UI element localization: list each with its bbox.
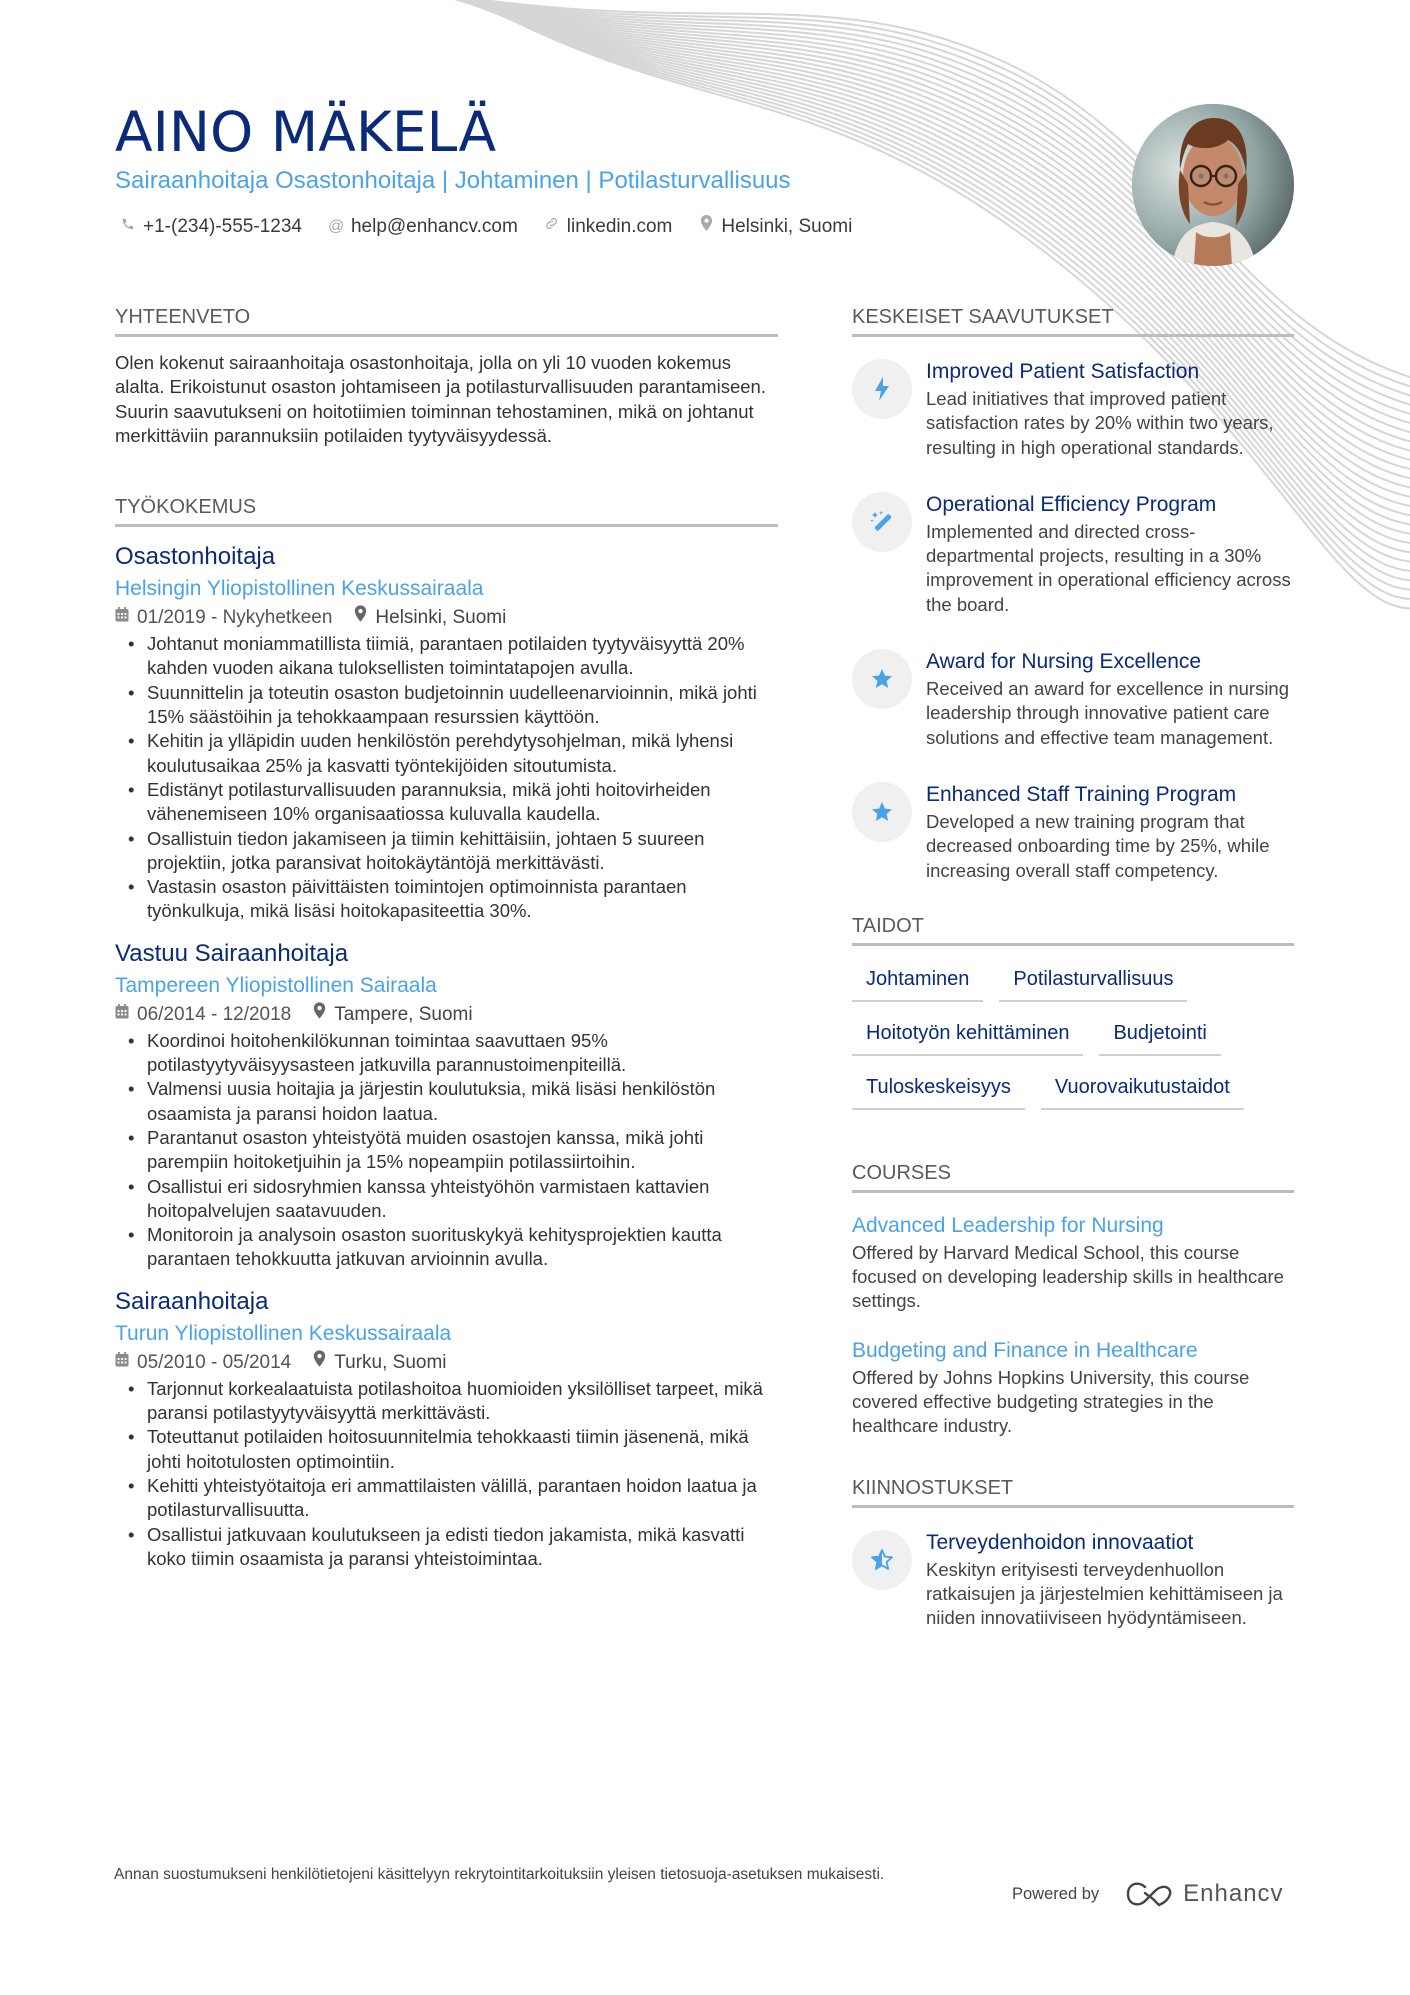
achievements-section — [852, 304, 1294, 883]
experience-section — [115, 494, 778, 1571]
job-location-text: Turku, Suomi — [334, 1351, 447, 1373]
star-icon — [852, 782, 912, 842]
job-location-text: Helsinki, Suomi — [375, 607, 507, 629]
achievement-title: Enhanced Staff Training Program — [926, 782, 1237, 806]
map-pin-icon — [313, 1001, 326, 1029]
calendar-icon — [115, 1001, 129, 1029]
interest-description: Keskityn erityisesti terveydenhuollon ratkaisujen ja järjestelmien kehittämiseen ja niiden innovatiiviseen hyödyntämiseen. — [926, 1558, 1283, 1629]
job-company[interactable]: Turun Yliopistollinen Keskussairaala — [115, 1321, 452, 1345]
star-icon — [852, 649, 912, 709]
job-company[interactable]: Tampereen Yliopistollinen Sairaala — [115, 973, 437, 997]
achievement-item — [852, 780, 1294, 883]
interest-item — [852, 1528, 1294, 1631]
contact-phone[interactable] — [120, 214, 302, 240]
job-bullet: • Valmensi uusia hoitajia ja järjestin koulutuksia, mikä lisäsi henkilöstön osaamista ja paransi hoidon laatua. — [147, 1077, 778, 1126]
lightning-bolt-icon — [852, 359, 912, 419]
enhancv-logo[interactable] — [1125, 1880, 1283, 1908]
achievement-title: Operational Efficiency Program — [926, 492, 1217, 516]
job-bullet: • Tarjonnut korkealaatuista potilashoitoa huomioiden yksilölliset tarpeet, mikä paransi potilastyytyväisyyttä merkittävästi. — [147, 1377, 778, 1426]
skill-tag: Johtaminen — [852, 966, 983, 1002]
right-column — [852, 304, 1294, 1661]
magic-wand-icon — [852, 492, 912, 552]
at-icon: @ — [327, 218, 345, 235]
interests-section — [852, 1475, 1294, 1631]
job-title: Vastuu Sairaanhoitaja — [115, 939, 349, 967]
headline: Sairaanhoitaja Osastonhoitaja | Johtaminen | Potilasturvallisuus — [115, 167, 791, 194]
enhancv-logo-icon — [1125, 1881, 1173, 1907]
achievement-description: Implemented and directed cross-departmental projects, resulting in a 30% improvement in operational efficiency across the board. — [926, 520, 1291, 615]
contact-email[interactable] — [328, 214, 518, 240]
section-title-skills: TAIDOT — [852, 913, 1294, 946]
job-bullet: • Osallistui jatkuvaan koulutukseen ja edisti tiedon jakamista, mikä kasvatti koko tiimin osaamista ja paransi yhteistoimintaa. — [147, 1523, 778, 1572]
left-column — [115, 304, 778, 1585]
course-description: Offered by Harvard Medical School, this course focused on developing leadership skills in healthcare settings. — [852, 1241, 1284, 1312]
map-pin-icon — [698, 214, 714, 240]
job-bullet: • Monitoroin ja analysoin osaston suorituskykyä kehitysprojektien kautta parantaen tehokkuutta jatkuvan arvioinnin avulla. — [147, 1223, 778, 1272]
contact-linkedin[interactable] — [544, 214, 673, 240]
achievement-item — [852, 647, 1294, 750]
skills-section — [852, 913, 1294, 1110]
job-entry — [115, 938, 778, 1272]
section-title-experience: TYÖKOKEMUS — [115, 494, 778, 527]
half-star-icon — [852, 1530, 912, 1590]
achievement-list — [852, 357, 1294, 883]
job-meta — [115, 604, 778, 632]
job-bullet: • Johtanut moniammatillista tiimiä, parantaen potilaiden tyytyväisyyttä 20% kahden vuoden aikana tuloksellisten toimintatapojen avulla. — [147, 632, 778, 681]
section-title-interests: KIINNOSTUKSET — [852, 1475, 1294, 1508]
job-location — [313, 1001, 472, 1029]
job-meta — [115, 1001, 778, 1029]
job-bullets — [115, 1029, 778, 1272]
job-bullet: • Kehitin ja ylläpidin uuden henkilöstön perehdytysohjelman, mikä lyhensi koulutusaikaa 25% ja kasvatti työntekijöiden sitoutumista. — [147, 729, 778, 778]
calendar-icon — [115, 604, 129, 632]
contact-location — [698, 214, 852, 240]
course-item — [852, 1336, 1294, 1439]
job-bullets — [115, 1377, 778, 1571]
job-dates-text: 06/2014 - 12/2018 — [137, 1003, 292, 1025]
link-icon — [544, 214, 560, 240]
achievement-item — [852, 357, 1294, 460]
brand-name: Enhancv — [1183, 1880, 1284, 1907]
powered-by-label: Powered by — [1012, 1884, 1100, 1903]
phone-text: +1-(234)-555-1234 — [143, 216, 302, 237]
course-title[interactable]: Budgeting and Finance in Healthcare — [852, 1338, 1198, 1362]
profile-photo — [1132, 104, 1294, 266]
job-bullet: • Suunnittelin ja toteutin osaston budjetoinnin uudelleenarvioinnin, mikä johti 15% säästöihin ja tehokkaampaan resurssien käyttöön. — [147, 681, 778, 730]
interest-list — [852, 1528, 1294, 1631]
job-company[interactable]: Helsingin Yliopistollinen Keskussairaala — [115, 577, 484, 601]
job-bullet: • Osallistui eri sidosryhmien kanssa yhteistyöhön varmistaen kattavien hoitopalvelujen saatavuuden. — [147, 1175, 778, 1224]
skill-tag: Hoitotyön kehittäminen — [852, 1020, 1083, 1056]
email-text: help@enhancv.com — [350, 216, 518, 237]
job-entry — [115, 1286, 778, 1571]
course-item — [852, 1211, 1294, 1314]
job-bullet: • Vastasin osaston päivittäisten toimintojen optimoinnista parantaen työnkulkuja, mikä lisäsi hoitokapasiteettia 30%. — [147, 875, 778, 924]
powered-by — [1012, 1880, 1284, 1908]
skill-tag: Tuloskeskeisyys — [852, 1074, 1025, 1110]
contact-bar — [120, 214, 852, 240]
job-bullet: • Koordinoi hoitohenkilökunnan toimintaa saavuttaen 95% potilastyytyväisyysasteen jatkuvilla parannustoimenpiteillä. — [147, 1029, 778, 1078]
job-title: Sairaanhoitaja — [115, 1287, 269, 1315]
job-list — [115, 541, 778, 1571]
map-pin-icon — [354, 604, 367, 632]
skill-tag: Budjetointi — [1099, 1020, 1220, 1056]
achievement-title: Improved Patient Satisfaction — [926, 360, 1200, 383]
courses-section — [852, 1160, 1294, 1439]
summary-section — [115, 304, 778, 448]
skill-tag: Vuorovaikutustaidot — [1041, 1074, 1244, 1110]
job-location — [354, 604, 506, 632]
job-bullet: • Edistänyt potilasturvallisuuden parannuksia, mikä johti hoitovirheiden vähenemiseen 10% organisaatiossa kuluvalla kaudella. — [147, 778, 778, 827]
course-list — [852, 1211, 1294, 1439]
achievement-item — [852, 490, 1294, 617]
achievement-description: Received an award for excellence in nursing leadership through innovative patient care solutions and effective team management. — [926, 678, 1290, 748]
section-title-courses: COURSES — [852, 1160, 1294, 1193]
skill-list — [852, 966, 1294, 1110]
job-dates — [115, 604, 332, 632]
job-dates — [115, 1349, 291, 1377]
phone-icon — [120, 214, 136, 240]
job-location — [313, 1349, 446, 1377]
gdpr-consent-note: Annan suostumukseni henkilötietojeni käsittelyyn rekrytointitarkoituksiin yleisen tietosuoja-asetuksen mukaisesti. — [114, 1866, 885, 1883]
linkedin-text: linkedin.com — [566, 216, 673, 237]
achievement-description: Lead initiatives that improved patient satisfaction rates by 20% within two years, resulting in high operational standards. — [926, 388, 1274, 458]
summary-text: Olen kokenut sairaanhoitaja osastonhoitaja, jolla on yli 10 vuoden kokemus alalta. Erikoistunut osaston johtamiseen ja potilasturvallisuuden parantamiseen. Suurin saavutukseni on hoitotiimien toiminnan tehostaminen, mikä on johtanut merkittäviin parannuksiin potilaiden tyytyväisyydessä. — [115, 352, 766, 446]
section-title-achievements: KESKEISET SAAVUTUKSET — [852, 304, 1294, 337]
job-bullet: • Parantanut osaston yhteistyötä muiden osastojen kanssa, mikä johti parempiin hoitoketjuihin ja 15% nopeampiin potilassiirtoihin. — [147, 1126, 778, 1175]
course-title[interactable]: Advanced Leadership for Nursing — [852, 1213, 1164, 1237]
achievement-description: Developed a new training program that decreased onboarding time by 25%, while increasing overall staff competency. — [926, 810, 1270, 881]
portrait-photo-icon — [1132, 104, 1294, 266]
section-title-summary: YHTEENVETO — [115, 304, 778, 337]
job-bullet: • Osallistuin tiedon jakamiseen ja tiimin kehittäisiin, johtaen 5 suureen projektiin, jotka paransivat hoitokäytäntöjä merkittävästi. — [147, 827, 778, 876]
job-dates-text: 01/2019 - Nykyhetkeen — [137, 607, 333, 629]
course-description: Offered by Johns Hopkins University, this course covered effective budgeting strategies in the healthcare industry. — [852, 1366, 1250, 1437]
interest-title: Terveydenhoidon innovaatiot — [926, 1530, 1194, 1554]
job-meta — [115, 1349, 778, 1377]
job-title: Osastonhoitaja — [115, 543, 276, 571]
job-dates — [115, 1001, 291, 1029]
job-bullet: • Kehitti yhteistyötaitoja eri ammattilaisten välillä, parantaen hoidon laatua ja potilasturvallisuutta. — [147, 1474, 778, 1523]
location-text: Helsinki, Suomi — [721, 216, 853, 237]
job-entry — [115, 541, 778, 924]
calendar-icon — [115, 1349, 129, 1377]
skill-tag: Potilasturvallisuus — [999, 966, 1187, 1002]
candidate-name: AINO MÄKELÄ — [115, 100, 497, 164]
job-location-text: Tampere, Suomi — [334, 1003, 473, 1025]
job-bullets — [115, 632, 778, 924]
achievement-title: Award for Nursing Excellence — [926, 650, 1202, 674]
map-pin-icon — [313, 1349, 326, 1377]
job-dates-text: 05/2010 - 05/2014 — [137, 1351, 292, 1373]
job-bullet: • Toteuttanut potilaiden hoitosuunnitelmia tehokkaasti tiimin jäsenenä, mikä johti hoitotulosten optimointiin. — [147, 1425, 778, 1474]
